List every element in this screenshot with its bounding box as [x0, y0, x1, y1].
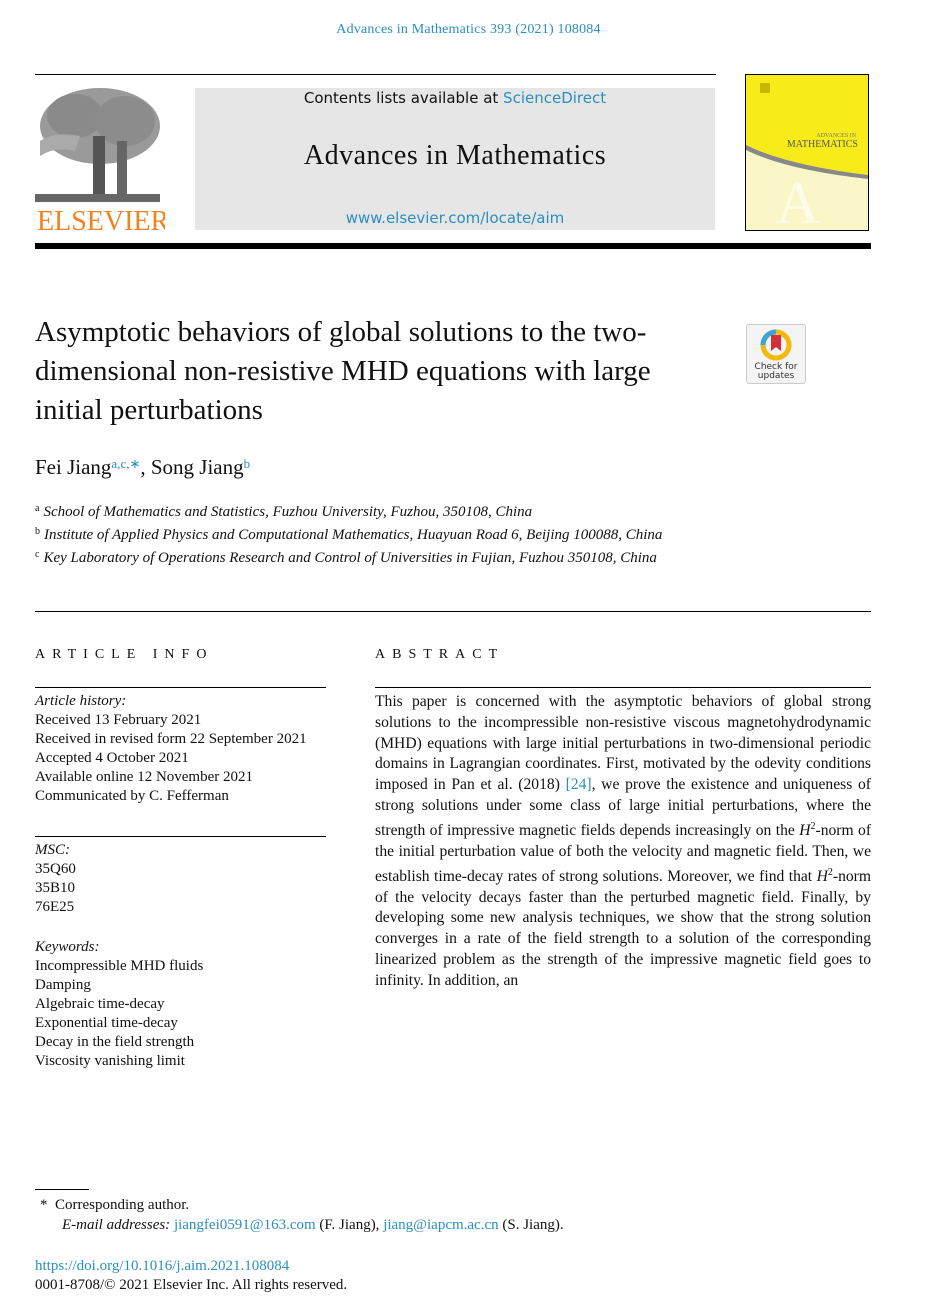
email-owner: (S. Jiang). [498, 1217, 564, 1233]
journal-banner [195, 88, 715, 230]
doi-block [35, 1257, 347, 1295]
svg-text:A: A [776, 170, 820, 230]
elsevier-wordmark: ELSEVIER [37, 206, 165, 234]
history-item: Available online 12 November 2021 [35, 769, 253, 785]
journal-cover[interactable] [745, 74, 869, 231]
history-item: Received 13 February 2021 [35, 712, 202, 728]
author-name: Fei Jiang [35, 455, 112, 479]
keywords [35, 938, 326, 1071]
affil-text: School of Mathematics and Statistics, Fuzhou University, Fuzhou, 350108, China [43, 504, 533, 520]
keyword-item: Algebraic time-decay [35, 996, 165, 1012]
abstract-body [375, 692, 871, 992]
math-superscript: 2 [810, 820, 816, 832]
affiliation [35, 522, 725, 545]
math-symbol: H [816, 867, 828, 885]
affil-text: Key Laboratory of Operations Research and Control of Universities in Fujian, Fuzhou 350108, China [43, 550, 657, 566]
abstract-heading: ABSTRACT [375, 647, 505, 662]
journal-url-link[interactable]: www.elsevier.com/locate/aim [345, 209, 565, 227]
abstract-rule [375, 687, 871, 688]
affil-mark: c [35, 549, 40, 560]
sciencedirect-link[interactable]: ScienceDirect [503, 89, 607, 107]
affiliation [35, 545, 725, 568]
abstract-text: -norm of the initial perturbation value of both the velocity and magnetic field. Then, we establish time-decay rates of strong solutions. Moreover, we find that [375, 821, 872, 885]
contents-line [195, 88, 715, 107]
affiliation [35, 499, 725, 522]
history-item: Communicated by C. Fefferman [35, 788, 229, 804]
history-item: Received in revised form 22 September 2021 [35, 731, 307, 747]
copyright-notice: 0001-8708/© 2021 Elsevier Inc. All rights reserved. [35, 1277, 348, 1293]
section-rule [35, 611, 871, 612]
abstract-text: -norm of the velocity decays faster than the perturbed magnetic field. Finally, by developing some new analysis techniques, we show that the strong solution converges in a rate of the field strength to a solution of the corresponding linearized problem as the strength of the impressive magnetic field goes to infinity. In addition, an [375, 867, 871, 989]
author-name: Song Jiang [150, 455, 244, 479]
msc-item: 35Q60 [35, 861, 76, 877]
footnote-rule [35, 1189, 89, 1190]
history-item: Accepted 4 October 2021 [35, 750, 189, 766]
msc-item: 76E25 [35, 899, 75, 915]
contents-prefix: Contents lists available at [303, 89, 504, 107]
affil-mark: a [35, 503, 40, 514]
author-affil-marks[interactable]: a,c,∗ [111, 456, 141, 471]
keyword-item: Incompressible MHD fluids [35, 958, 204, 974]
info-rule [35, 836, 326, 837]
elsevier-tree-icon [35, 86, 165, 234]
footnote [40, 1195, 840, 1235]
keyword-item: Exponential time-decay [35, 1015, 178, 1031]
history-label: Article history: [35, 693, 127, 709]
email-link[interactable]: jiangfei0591@163.com [173, 1217, 316, 1233]
crossmark-line1: Check for [754, 362, 798, 372]
keyword-item: Viscosity vanishing limit [35, 1053, 185, 1069]
top-rule [35, 74, 716, 75]
footnote-mark: * [40, 1197, 48, 1213]
keyword-item: Decay in the field strength [35, 1034, 195, 1050]
cover-title-line2: MATHEMATICS [786, 139, 858, 150]
running-head[interactable]: Advances in Mathematics 393 (2021) 108084 [336, 22, 601, 37]
doi-link[interactable]: https://doi.org/10.1016/j.aim.2021.108084 [35, 1258, 290, 1274]
abstract-text: This paper is concerned with the asymptotic behaviors of global strong solutions to the incompressible non-resistive viscous magnetohydrodynamic (MHD) equations with large initial perturbations in two-dimensional periodic domains in Lagrangian coordinates. First, motivated by the odevity conditions imposed in Pan et al. (2018) [375, 693, 871, 794]
msc-codes [35, 841, 326, 917]
affiliation-list [35, 499, 725, 568]
cover-title-line1: ADVANCES IN [816, 133, 856, 139]
cover-art-icon [746, 75, 868, 230]
keywords-label: Keywords: [35, 939, 100, 955]
math-superscript: 2 [827, 866, 833, 878]
email-link[interactable]: jiang@iapcm.ac.cn [383, 1217, 499, 1233]
journal-title: Advances in Mathematics [303, 140, 607, 171]
affil-mark: b [35, 526, 40, 537]
header-thick-rule [35, 243, 871, 249]
article-info-heading: ARTICLE INFO [35, 647, 214, 662]
author-list [35, 455, 250, 480]
check-for-updates-button[interactable] [746, 324, 806, 384]
citation-link[interactable]: [24] [565, 776, 592, 794]
msc-item: 35B10 [35, 880, 76, 896]
author-separator: , [140, 455, 151, 479]
article-title: Asymptotic behaviors of global solutions to the two-dimensional non-resistive MHD equations with large initial perturbations [35, 316, 651, 426]
crossmark-line2: updates [757, 371, 795, 381]
email-owner: (F. Jiang), [315, 1217, 384, 1233]
keyword-item: Damping [35, 977, 91, 993]
abstract-text: , we prove the existence and uniqueness of strong solutions under some class of large initial perturbations, where the strength of impressive magnetic fields depends increasingly on the [375, 776, 871, 839]
info-rule [35, 687, 326, 688]
elsevier-logo[interactable] [35, 86, 165, 234]
crossmark-icon [747, 325, 805, 383]
article-history [35, 692, 326, 806]
corresponding-author-note: Corresponding author. [55, 1197, 190, 1213]
msc-label: MSC: [35, 842, 70, 858]
math-symbol: H [799, 821, 811, 839]
affil-text: Institute of Applied Physics and Computational Mathematics, Huayuan Road 6, Beijing 100088, China [44, 527, 663, 543]
author-affil-marks[interactable]: b [243, 456, 251, 471]
email-label: E-mail addresses: [62, 1217, 171, 1233]
